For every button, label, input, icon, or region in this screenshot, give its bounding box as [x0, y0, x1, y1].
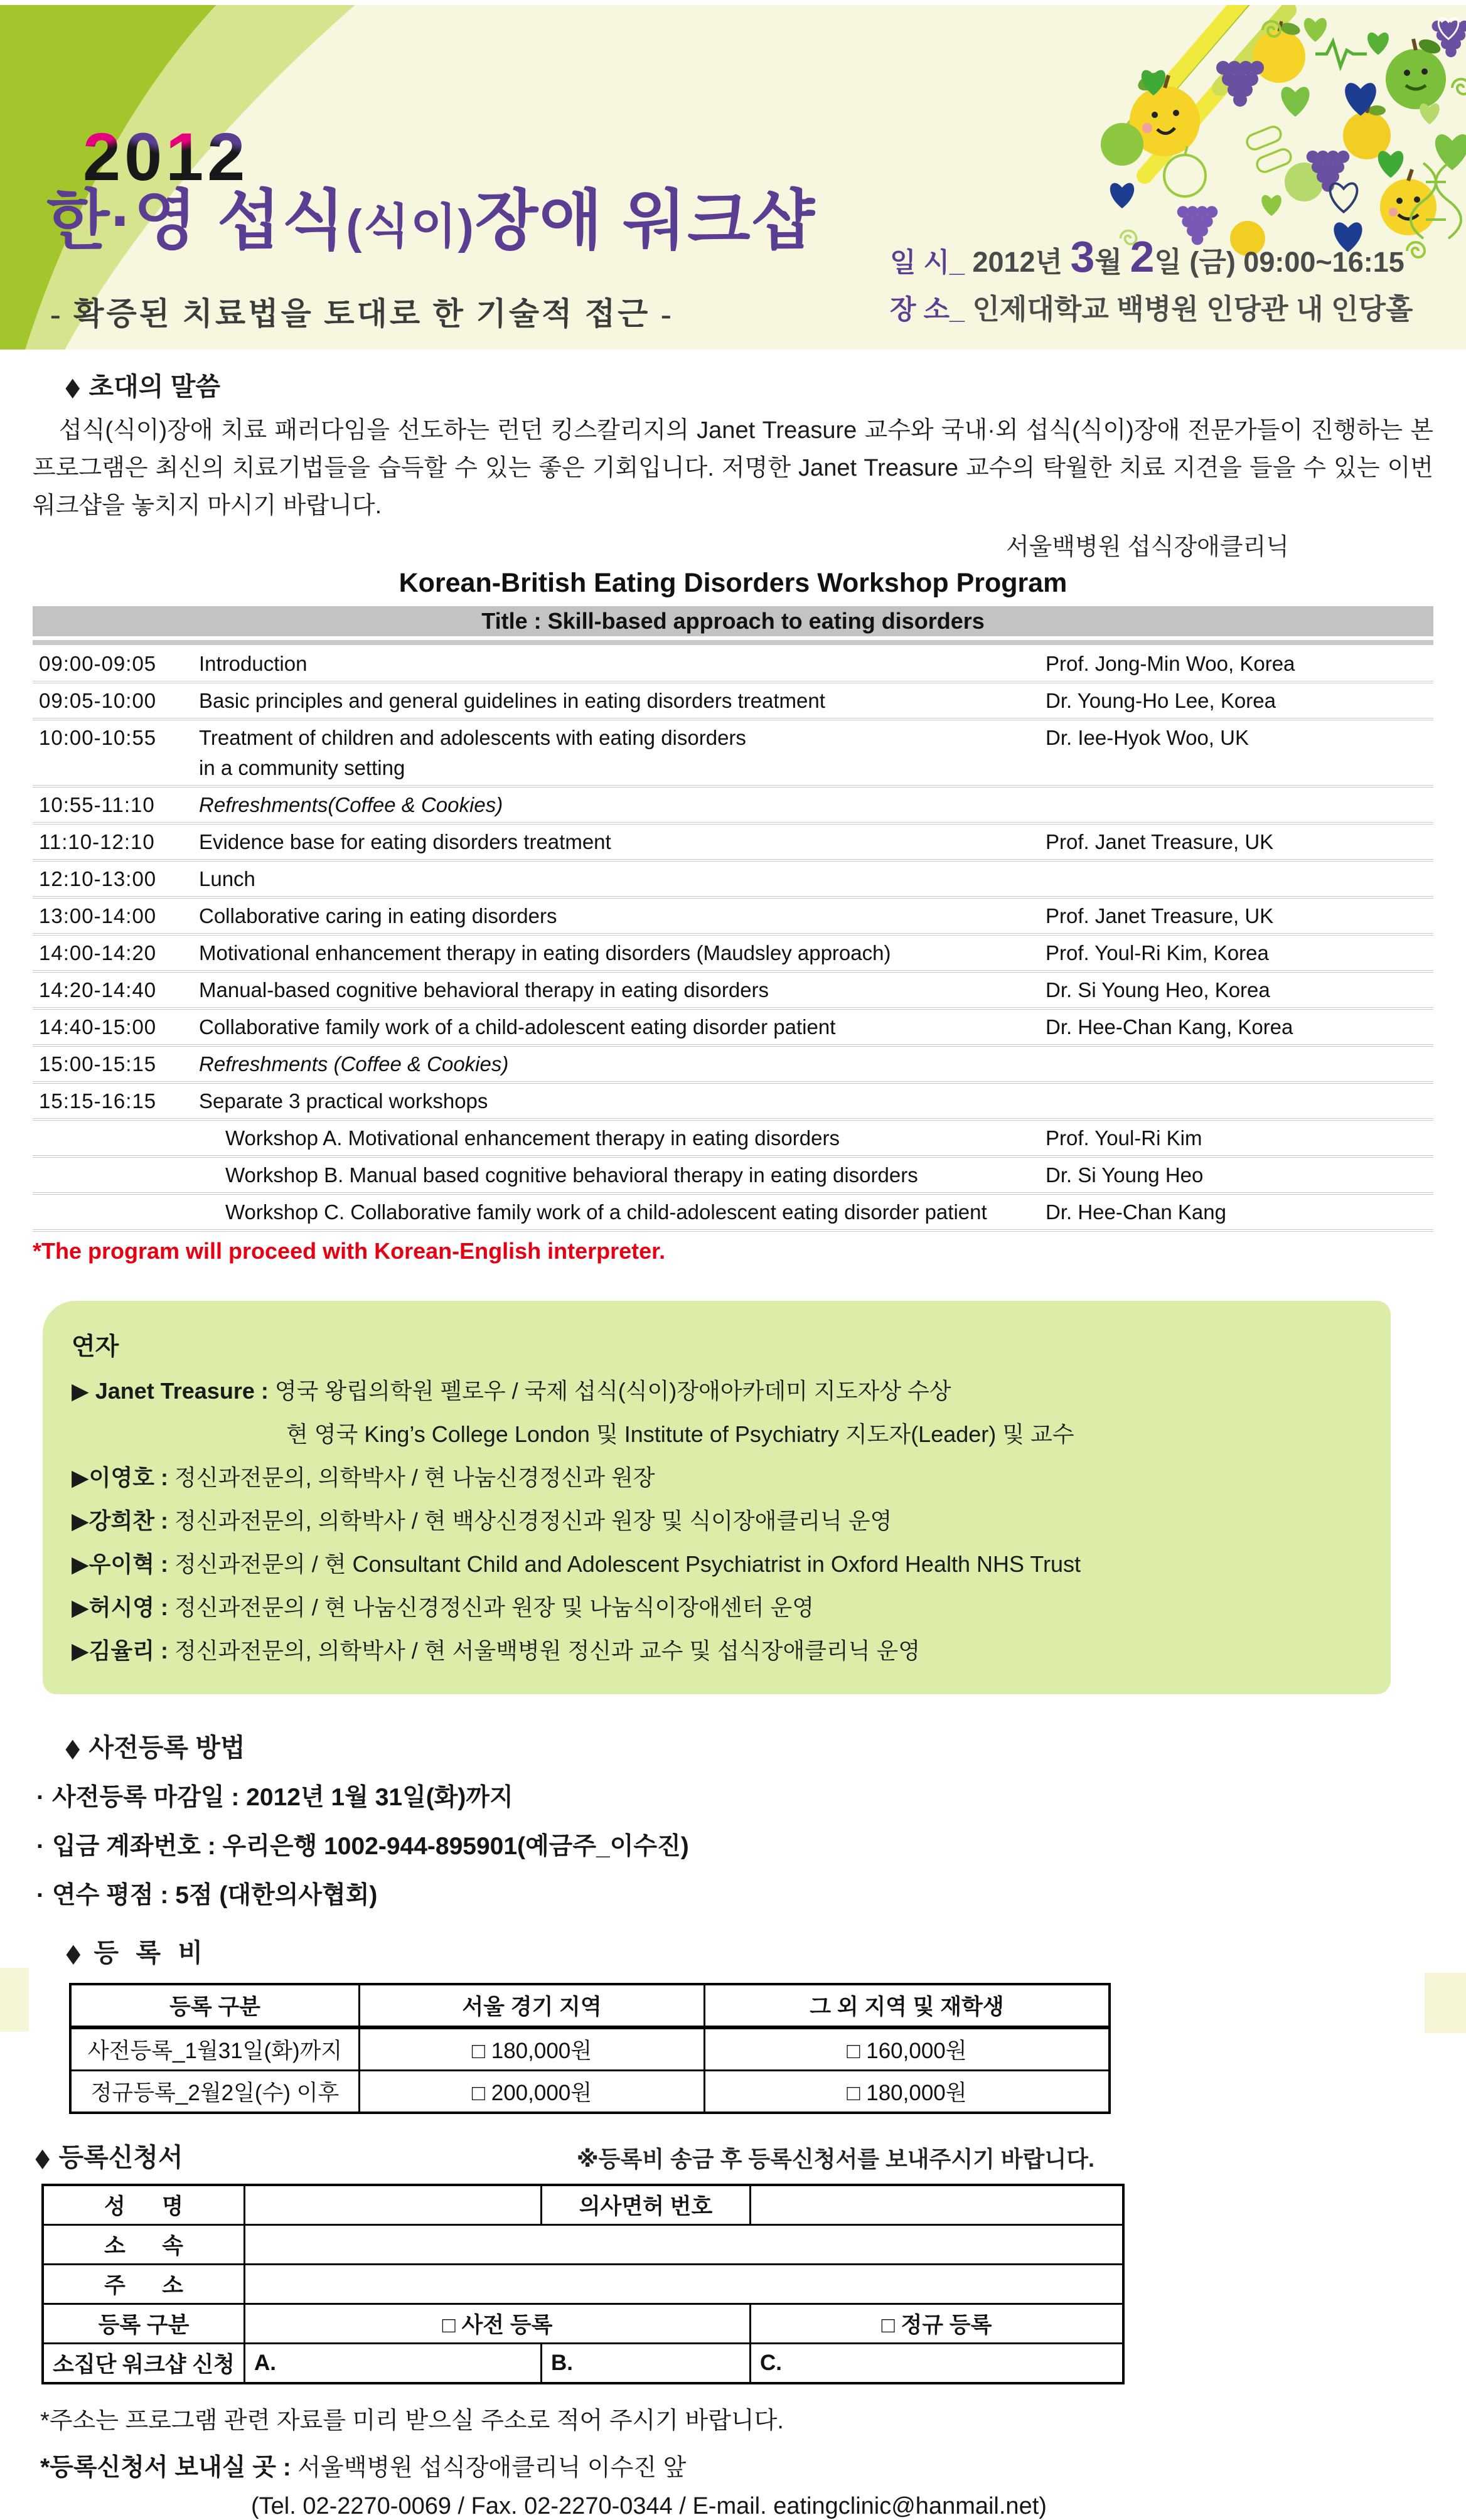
- heart-outline-icon: [1330, 183, 1357, 211]
- fee-col-seoul: 서울 경기 지역: [360, 1984, 705, 2027]
- diamond-icon: ◆: [66, 1938, 84, 1968]
- affiliation-field: [245, 2225, 1124, 2265]
- event-datetime: 일 시_ 2012년 3월 2일 (금) 09:00~16:15: [890, 232, 1404, 281]
- heart-icon: [1110, 183, 1134, 209]
- left-edge-decoration: [0, 1968, 29, 2032]
- fee-header-row: [70, 1984, 1110, 2027]
- speakers-heading: 연자: [72, 1333, 119, 1361]
- year-2012: 2012: [83, 119, 249, 195]
- name-label: 성 명: [43, 2185, 245, 2225]
- speaker-janet-treasure-line2: 현 영국 King’s College London 및 Institute of Psychiatry 지도자(Leader) 및 교수: [286, 1421, 1074, 1448]
- workshop-label: 소집단 워크샵 신청: [43, 2344, 245, 2384]
- program-row-workshop-a: Workshop A. Motivational enhancement therapy in eating disorders Prof. Youl-Ri Kim: [33, 1121, 1433, 1158]
- heart-icon: [1420, 104, 1440, 124]
- green-apple-icon: [1101, 123, 1143, 166]
- invitation-body: 섭식(식이)장애 치료 패러다임을 선도하는 런던 킹스칼리지의 Janet Treasure 교수와 국내·외 섭식(식이)장애 전문가들이 진행하는 본 프로그램은 최신의 치료기법들을 습득할 수 있는 좋은 기회입니다. 저명한 Janet Treasure 교수의 탁월한 치료 지견을 들을 수 있는 이번 워크샵을 놓치지 마시기 바랍니다.: [33, 417, 1433, 520]
- program-row: 14:20-14:40 Manual-based cognitive behavioral therapy in eating disorders Dr. Si Young Heo, Korea: [33, 973, 1433, 1010]
- pre-registration-checkbox: □ 사전 등록: [245, 2304, 751, 2344]
- contact-info: (Tel. 02-2270-0069 / Fax. 02-2270-0344 / E-mail. eatingclinic@hanmail.net): [251, 2493, 1047, 2520]
- address-field: [245, 2265, 1124, 2304]
- yellow-apple-icon: [1380, 169, 1437, 235]
- regular-registration-checkbox: □ 정규 등록: [751, 2304, 1124, 2344]
- program-title: Korean-British Eating Disorders Workshop Program: [399, 568, 1067, 599]
- speaker-kang-hee-chan: ▶강희찬 : 정신과전문의, 의학박사 / 현 백상신경정신과 원장 및 식이장애클리닉 운영: [72, 1508, 892, 1534]
- affiliation-label: 소 속: [43, 2225, 245, 2265]
- program-row: 10:55-11:10 Refreshments(Coffee & Cookies): [33, 788, 1433, 825]
- fee-col-other: 그 외 지역 및 재학생: [705, 1984, 1110, 2027]
- pill-icon: [1245, 124, 1293, 174]
- diamond-icon: ◆: [35, 2143, 50, 2172]
- program-row: 11:10-12:10 Evidence base for eating disorders treatment Prof. Janet Treasure, UK: [33, 825, 1433, 862]
- registration-deadline: · 사전등록 마감일 : 2012년 1월 31일(화)까지: [36, 1784, 513, 1812]
- application-heading: ◆ 등록신청서: [35, 2143, 183, 2172]
- program-table: [33, 646, 1433, 1232]
- license-label: 의사면허 번호: [542, 2185, 751, 2225]
- program-subtitle-bar: Title : Skill-based approach to eating disorders: [33, 606, 1433, 640]
- form-row-affiliation: [43, 2225, 1123, 2265]
- interpreter-note: *The program will proceed with Korean-English interpreter.: [33, 1238, 666, 1264]
- registration-account: · 입금 계좌번호 : 우리은행 1002-944-895901(예금주_이수진): [36, 1833, 689, 1861]
- workshop-a-field: A.: [245, 2344, 542, 2384]
- program-row: 12:10-13:00 Lunch: [33, 862, 1433, 899]
- registration-credit: · 연수 평점 : 5점 (대한의사협회): [36, 1882, 378, 1909]
- poster-header: [0, 5, 1466, 350]
- fee-regular-other-checkbox: □ 180,000원: [705, 2071, 1110, 2113]
- spiral-icon: [1452, 79, 1466, 94]
- workshop-c-field: C.: [751, 2344, 1124, 2384]
- fee-table: [69, 1983, 1111, 2114]
- address-instruction-note: *주소는 프로그램 관련 자료를 미리 받으실 주소로 적어 주시기 바랍니다.: [40, 2408, 784, 2435]
- program-row: 09:05-10:00 Basic principles and general guidelines in eating disorders treatment Dr. Young-Ho Lee, Korea: [33, 683, 1433, 720]
- program-row: 09:00-09:05 Introduction Prof. Jong-Min Woo, Korea: [33, 646, 1433, 683]
- heart-icon: [1435, 134, 1466, 170]
- regtype-label: 등록 구분: [43, 2304, 245, 2344]
- heart-icon: [1281, 87, 1309, 117]
- speaker-heo-si-young: ▶허시영 : 정신과전문의 / 현 나눔신경정신과 원장 및 나눔식이장애센터 운영: [72, 1594, 814, 1621]
- fee-row-regular: [70, 2071, 1110, 2113]
- invitation-heading: ◆ 초대의 말씀: [65, 372, 220, 401]
- diamond-icon: ◆: [65, 1733, 80, 1763]
- green-apple-icon: [1386, 36, 1446, 109]
- fee-regular-category: 정규등록_2월2일(수) 이후: [70, 2071, 360, 2113]
- form-row-workshop: [43, 2344, 1123, 2384]
- fee-pre-seoul-checkbox: □ 180,000원: [360, 2027, 705, 2071]
- poster-title: 한·영 섭식(식이)장애 워크샵: [46, 184, 816, 257]
- program-row: 14:40-15:00 Collaborative family work of a child-adolescent eating disorder patient Dr. Hee-Chan Kang, Korea: [33, 1010, 1433, 1047]
- program-row: 15:15-16:15 Separate 3 practical workshops: [33, 1084, 1433, 1121]
- right-edge-decoration: [1425, 1973, 1466, 2033]
- program-row-workshop-b: Workshop B. Manual based cognitive behavioral therapy in eating disorders Dr. Si Young Heo: [33, 1158, 1433, 1195]
- fee-regular-seoul-checkbox: □ 200,000원: [360, 2071, 705, 2113]
- preregistration-heading: ◆ 사전등록 방법: [65, 1733, 245, 1763]
- fee-col-category: 등록 구분: [70, 1984, 360, 2027]
- diamond-icon: ◆: [65, 372, 80, 401]
- speaker-woo-iee-hyok: ▶우이혁 : 정신과전문의 / 현 Consultant Child and Adolescent Psychiatrist in Oxford Health NHS Trust: [72, 1551, 1081, 1578]
- form-row-name: [43, 2185, 1123, 2225]
- application-note: ※등록비 송금 후 등록신청서를 보내주시기 바랍니다.: [576, 2146, 1094, 2172]
- heartbeat-icon: [1315, 41, 1367, 67]
- event-info: [890, 232, 1461, 340]
- program-row: 15:00-15:15 Refreshments (Coffee & Cookies): [33, 1047, 1433, 1084]
- application-form-table: [41, 2184, 1125, 2384]
- workshop-b-field: B.: [542, 2344, 751, 2384]
- speaker-janet-treasure: ▶ Janet Treasure : 영국 왕립의학원 펠로우 / 국제 섭식(식이)장애아카데미 지도자상 수상: [72, 1378, 951, 1404]
- speaker-lee-young-ho: ▶이영호 : 정신과전문의, 의학박사 / 현 나눔신경정신과 원장: [72, 1465, 655, 1491]
- program-row: 13:00-14:00 Collaborative caring in eating disorders Prof. Janet Treasure, UK: [33, 899, 1433, 936]
- form-row-address: [43, 2265, 1123, 2304]
- send-to-note: *등록신청서 보내실 곳 : 서울백병원 섭식장애클리닉 이수진 앞: [40, 2454, 687, 2482]
- form-row-regtype: [43, 2304, 1123, 2344]
- poster-subtitle: - 확증된 치료법을 토대로 한 기술적 접근 -: [50, 296, 674, 331]
- program-row-workshop-c: Workshop C. Collaborative family work of a child-adolescent eating disorder patient Dr. Hee-Chan Kang: [33, 1195, 1433, 1232]
- fee-pre-category: 사전등록_1월31일(화)까지: [70, 2027, 360, 2071]
- program-row: 14:00-14:20 Motivational enhancement therapy in eating disorders (Maudsley approach) Prof. Youl-Ri Kim, Korea: [33, 936, 1433, 973]
- fee-pre-other-checkbox: □ 160,000원: [705, 2027, 1110, 2071]
- speakers-box: [43, 1301, 1391, 1694]
- heart-icon: [1378, 151, 1404, 178]
- fee-heading: ◆ 등 록 비: [66, 1938, 208, 1968]
- heart-icon: [1304, 18, 1327, 42]
- invitation-signature: 서울백병원 섭식장애클리닉: [1005, 534, 1289, 561]
- address-label: 주 소: [43, 2265, 245, 2304]
- speaker-kim-youl-ri: ▶김율리 : 정신과전문의, 의학박사 / 현 서울백병원 정신과 교수 및 섭식장애클리닉 운영: [72, 1638, 921, 1664]
- event-location: 장 소_ 인제대학교 백병원 인당관 내 인당홀: [890, 293, 1413, 325]
- heart-icon: [1261, 195, 1281, 216]
- license-field: [751, 2185, 1124, 2225]
- fee-row-pre: [70, 2027, 1110, 2071]
- name-field: [245, 2185, 542, 2225]
- program-row: 10:00-10:55 Treatment of children and adolescents with eating disorders in a community setting Dr. Iee-Hyok Woo, UK: [33, 720, 1433, 788]
- heart-icon: [1367, 33, 1389, 55]
